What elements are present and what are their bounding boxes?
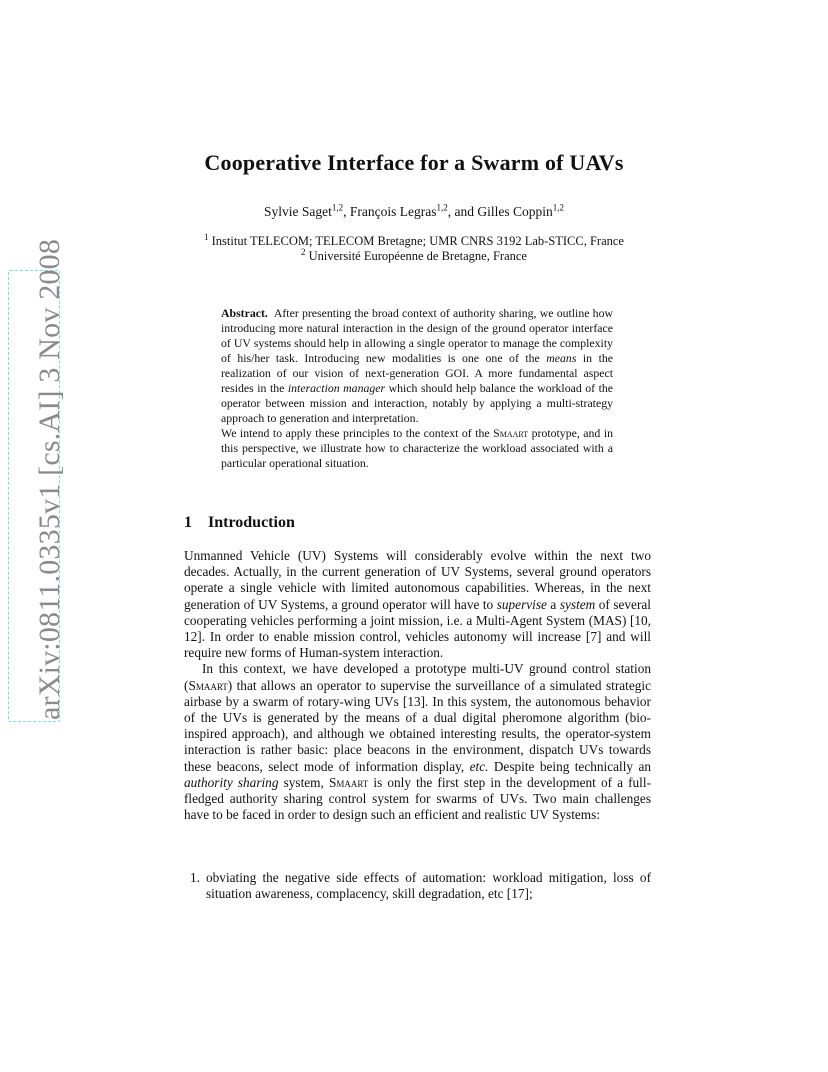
body-emphasis: authority sharing	[184, 774, 279, 790]
body-emphasis: system	[559, 596, 596, 612]
body-emphasis: supervise	[496, 596, 547, 612]
affiliation-text: Institut TELECOM; TELECOM Bretagne; UMR CNRS 3192 Lab-STICC, France	[211, 234, 624, 248]
section-number: 1	[184, 514, 192, 531]
body-emphasis: etc.	[469, 758, 489, 774]
system-name: Smaart	[188, 677, 228, 693]
arxiv-stamp: arXiv:0811.0335v1 [cs.AI] 3 Nov 2008	[33, 238, 66, 720]
affiliation	[0, 231, 828, 249]
list-marker: 1.	[190, 870, 200, 885]
abstract-text: which should help balance the workload of the operator between mission and interaction, notably by applying a multi-strategy approach to generation and interpretation.	[221, 381, 613, 425]
system-name: Smaart	[328, 774, 369, 790]
author-name: Sylvie Saget	[264, 204, 332, 219]
abstract-text: After presenting the broad context of authority sharing, we outline how introducing more natural interaction in the design of the ground operator interface of UV systems should help in allowing a single operator to manage the complexity of his/her task. Introducing new modalities is one one of the	[221, 306, 613, 365]
abstract-paragraph	[221, 306, 613, 426]
section-title: Introduction	[208, 514, 295, 531]
abstract	[221, 306, 613, 471]
body-text-run: system,	[278, 774, 329, 790]
body-text-run: is only the first step in the development of a full-fledged authority sharing control system for swarms of UVs. Two main challenges have to be faced in order to design such an efficient and realistic UV Systems:	[184, 774, 652, 823]
affiliation-number: 1	[204, 231, 209, 242]
body-text	[184, 548, 651, 823]
body-text-run: Unmanned Vehicle (UV) Systems will considerably evolve within the next two decades. Actually, in the current generation of UV Systems, several ground operators operate a single vehicle with limited autonomous capabilities. Whereas, in the next generation of UV Systems, a ground operator will have to	[184, 548, 651, 612]
body-paragraph	[184, 548, 651, 661]
author-separator: , and	[447, 204, 478, 219]
section-heading	[184, 514, 295, 532]
list-item	[184, 870, 651, 902]
enumerated-list	[184, 870, 651, 902]
body-text-run: ) that allows an operator to supervise the surveillance of a simulated strategic airbase by a swarm of rotary-wing UVs [13]. In this system, the autonomous behavior of the UVs is generated by the means of a dual digital pheromone algorithm (bio-inspired approach), and although we obtained interesting results, the operator-system interaction is rather basic: place beacons in the environment, dispatch UVs towards these beacons, select mode of information display,	[184, 677, 651, 774]
abstract-text: prototype, and in this perspective, we illustrate how to characterize the workload associated with a particular operational situation.	[221, 426, 614, 470]
system-name: Smaart	[493, 426, 529, 440]
paper-title: Cooperative Interface for a Swarm of UAVs	[204, 150, 624, 175]
body-text-run: of several cooperating vehicles performing a joint mission, i.e. a Multi-Agent System (MAS) [10, 12]. In order to enable mission control, vehicles autonomy will increase [7] and will require new forms of Human-system interaction.	[184, 596, 651, 661]
abstract-emphasis: means	[546, 351, 577, 365]
affiliation-number: 2	[301, 246, 306, 257]
author-name: François Legras	[349, 204, 437, 219]
abstract-text: in the realization of our vision of next-generation GOI. A more fundamental aspect resides in the	[221, 351, 613, 395]
body-text-run: In this context, we have developed a prototype multi-UV ground control station (	[184, 661, 651, 693]
author-affiliation-mark: 1,2	[552, 202, 564, 213]
affiliation-text: Université Européenne de Bretagne, France	[308, 249, 527, 263]
author-list	[0, 204, 828, 220]
abstract-emphasis: interaction manager	[287, 381, 386, 395]
body-text-run: Despite being technically an	[488, 758, 651, 774]
list-item-text: obviating the negative side effects of automation: workload mitigation, loss of situation awareness, complacency, skill degradation, etc [17];	[206, 870, 651, 902]
body-text-run: a	[546, 596, 560, 612]
abstract-text: We intend to apply these principles to the context of the	[221, 426, 494, 440]
abstract-label: Abstract.	[221, 306, 268, 320]
abstract-paragraph	[221, 426, 613, 471]
author-separator: ,	[343, 204, 350, 219]
affiliation	[0, 246, 828, 264]
author-affiliation-mark: 1,2	[331, 202, 344, 213]
body-paragraph	[184, 661, 651, 823]
author-affiliation-mark: 1,2	[436, 202, 448, 213]
author-name: Gilles Coppin	[477, 204, 553, 219]
